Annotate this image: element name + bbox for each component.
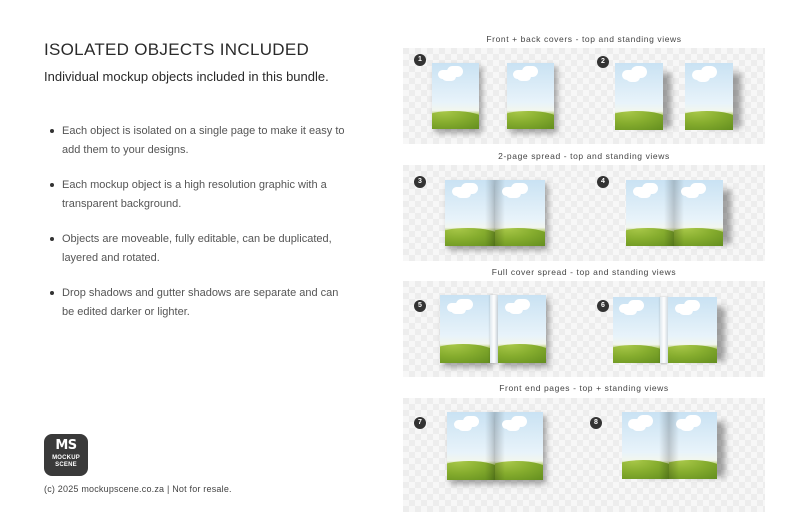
spread-right-page-standing	[674, 180, 723, 246]
front-cover-top-view	[432, 63, 479, 129]
section-label-full-cover: Full cover spread - top and standing views	[491, 267, 677, 277]
view-number-badge: 7	[414, 417, 426, 429]
section-label-covers: Front + back covers - top and standing views	[486, 34, 682, 44]
view-number-badge: 2	[597, 56, 609, 68]
full-cover-front-standing	[668, 297, 717, 363]
full-cover-back-standing	[613, 297, 660, 363]
end-pages-right-standing	[669, 412, 717, 479]
feature-item: Drop shadows and gutter shadows are separate and can be edited darker or lighter.	[48, 284, 348, 321]
back-cover-standing-view	[685, 63, 733, 130]
spread-left-page-standing	[626, 180, 674, 246]
logo-mark: MS	[55, 438, 77, 453]
section-label-end-pages: Front end pages - top + standing views	[499, 383, 669, 393]
full-cover-front-top	[498, 295, 546, 363]
spread-right-page-top	[495, 180, 545, 246]
copyright-footer: (c) 2025 mockupscene.co.za | Not for resale.	[44, 484, 232, 494]
feature-list	[48, 122, 348, 338]
view-number-badge: 1	[414, 54, 426, 66]
feature-item: Each mockup object is a high resolution graphic with a transparent background.	[48, 176, 348, 213]
feature-item: Objects are moveable, fully editable, can be duplicated, layered and rotated.	[48, 230, 348, 267]
view-number-badge: 5	[414, 300, 426, 312]
logo-text-line2: SCENE	[55, 462, 77, 468]
logo-text-line1: MOCKUP	[52, 455, 80, 461]
end-pages-right-top	[495, 412, 543, 480]
spread-left-page-top	[445, 180, 495, 246]
view-number-badge: 3	[414, 176, 426, 188]
view-number-badge: 6	[597, 300, 609, 312]
back-cover-top-view	[507, 63, 554, 129]
full-cover-spine-top	[490, 295, 498, 363]
end-pages-preview-panel	[403, 398, 765, 512]
feature-item: Each object is isolated on a single page to make it easy to add them to your designs.	[48, 122, 348, 159]
full-cover-back-top	[440, 295, 490, 363]
section-label-spread: 2-page spread - top and standing views	[498, 151, 670, 161]
view-number-badge: 8	[590, 417, 602, 429]
mockup-scene-logo	[44, 434, 88, 476]
page-title: ISOLATED OBJECTS INCLUDED	[44, 40, 310, 59]
front-cover-standing-view	[615, 63, 663, 130]
end-pages-left-standing	[622, 412, 669, 479]
covers-preview-panel	[403, 48, 765, 144]
spread-preview-panel	[403, 165, 765, 261]
end-pages-left-top	[447, 412, 495, 480]
view-number-badge: 4	[597, 176, 609, 188]
full-cover-spine-standing	[660, 297, 668, 363]
full-cover-preview-panel	[403, 281, 765, 377]
page-subtitle: Individual mockup objects included in this bundle.	[44, 69, 329, 84]
